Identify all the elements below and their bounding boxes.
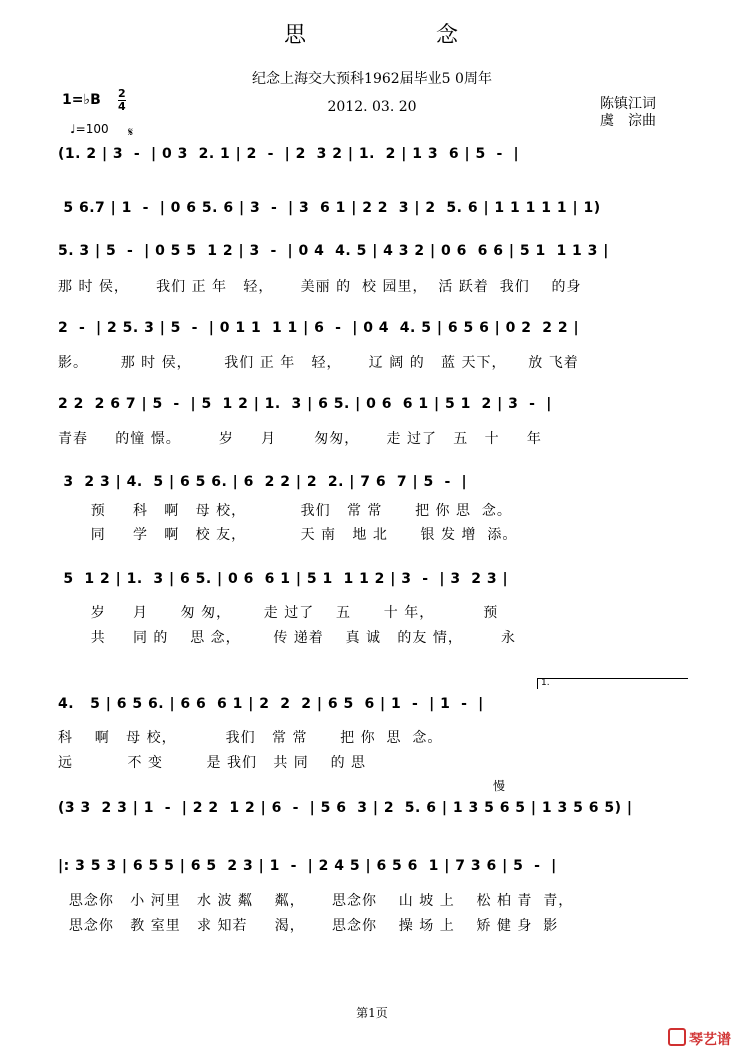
lyric-row-4: 影。 那 时 侯， 我们 正 年 轻， 辽 阔 的 蓝 天下， 放 飞着 bbox=[58, 355, 579, 371]
title-char-1: 思 bbox=[283, 23, 308, 48]
score-row-10: |: 3 5 3 | 6 5 5 | 6 5 2 3 | 1 - | 2 4 5 | 6 5 6 1 | 7 3 6 | 5 - | bbox=[58, 858, 557, 874]
lyric-row-7b: 共 同 的 思 念， 传 递着 真 诚 的友 情， 永 bbox=[58, 630, 517, 646]
score-row-1: (1. 2 | 3 - | 0 3 2. 1 | 2 - | 2 3 2 | 1. 2 | 1 3 6 | 5 - | bbox=[58, 146, 520, 162]
time-top: 2 bbox=[118, 87, 126, 100]
logo-icon bbox=[668, 1028, 686, 1046]
volta-label: 1. bbox=[541, 678, 550, 688]
site-logo bbox=[668, 1028, 731, 1049]
score-row-5: 2 2 2 6 7 | 5 - | 5 1 2 | 1. 3 | 6 5. | 0 6 6 1 | 5 1 2 | 3 - | bbox=[58, 396, 552, 412]
lyric-row-7a: 岁 月 匆 匆， 走 过了 五 十 年， 预 bbox=[58, 605, 499, 621]
page-title bbox=[0, 18, 744, 49]
lyric-row-5: 青春 的憧 憬。 岁 月 匆匆， 走 过了 五 十 年 bbox=[58, 431, 542, 447]
score-row-6: 3 2 3 | 4. 5 | 6 5 6. | 6 2 2 | 2 2. | 7 6 7 | 5 - | bbox=[58, 474, 468, 490]
date: 2012. 03. 20 bbox=[327, 99, 417, 115]
score-row-7: 5 1 2 | 1. 3 | 6 5. | 0 6 6 1 | 5 1 1 1 2 | 3 - | 3 2 3 | bbox=[58, 571, 509, 587]
tempo-slow-marker: 慢 bbox=[493, 779, 506, 793]
lyric-row-10a: 思念你 小 河里 水 波 粼 粼， 思念你 山 坡 上 松 柏 青 青， bbox=[58, 893, 574, 909]
lyric-row-6b: 同 学 啊 校 友， 天 南 地 北 银 发 增 添。 bbox=[58, 527, 518, 543]
page-footer: 第1页 bbox=[356, 1006, 388, 1020]
score-row-4: 2 - | 2 5. 3 | 5 - | 0 1 1 1 1 | 6 - | 0 4 4. 5 | 6 5 6 | 0 2 2 2 | bbox=[58, 320, 580, 336]
lyric-row-3: 那 时 侯， 我们 正 年 轻， 美丽 的 校 园里， 活 跃着 我们 的身 bbox=[58, 279, 582, 295]
volta-bracket bbox=[537, 678, 688, 689]
score-row-2: 5 6.7 | 1 - | 0 6 5. 6 | 3 - | 3 6 1 | 2 2 3 | 2 5. 6 | 1 1 1 1 1 | 1) bbox=[58, 200, 601, 216]
logo-text: 琴艺谱 bbox=[689, 1032, 731, 1048]
lyricist-credit: 陈镇江词 bbox=[600, 96, 656, 112]
subtitle: 纪念上海交大预科1962届毕业5 0周年 bbox=[252, 71, 492, 87]
time-bottom: 4 bbox=[118, 100, 126, 113]
title-char-2: 念 bbox=[436, 23, 461, 48]
lyric-row-10b: 思念你 教 室里 求 知若 渴， 思念你 操 场 上 矫 健 身 影 bbox=[58, 918, 559, 934]
segno-icon: 𝄋 bbox=[128, 125, 134, 139]
key-signature: 1=♭B bbox=[62, 92, 101, 108]
score-row-9: (3 3 2 3 | 1 - | 2 2 1 2 | 6 - | 5 6 3 | 2 5. 6 | 1 3 5 6 5 | 1 3 5 6 5) | bbox=[58, 800, 633, 816]
composer-credit: 虞 淙曲 bbox=[600, 113, 656, 129]
lyric-row-8a: 科 啊 母 校， 我们 常 常 把 你 思 念。 bbox=[58, 730, 443, 746]
tempo-mark: ♩=100 bbox=[70, 122, 109, 136]
score-row-3: 5. 3 | 5 - | 0 5 5 1 2 | 3 - | 0 4 4. 5 | 4 3 2 | 0 6 6 6 | 5 1 1 1 3 | bbox=[58, 243, 609, 259]
time-signature bbox=[118, 88, 126, 113]
lyric-row-8b: 远 不 变 是 我们 共 同 的 思 bbox=[58, 755, 367, 771]
lyric-row-6a: 预 科 啊 母 校， 我们 常 常 把 你 思 念。 bbox=[58, 503, 512, 519]
score-row-8: 4. 5 | 6 5 6. | 6 6 6 1 | 2 2 2 | 6 5 6 | 1 - | 1 - | bbox=[58, 696, 484, 712]
